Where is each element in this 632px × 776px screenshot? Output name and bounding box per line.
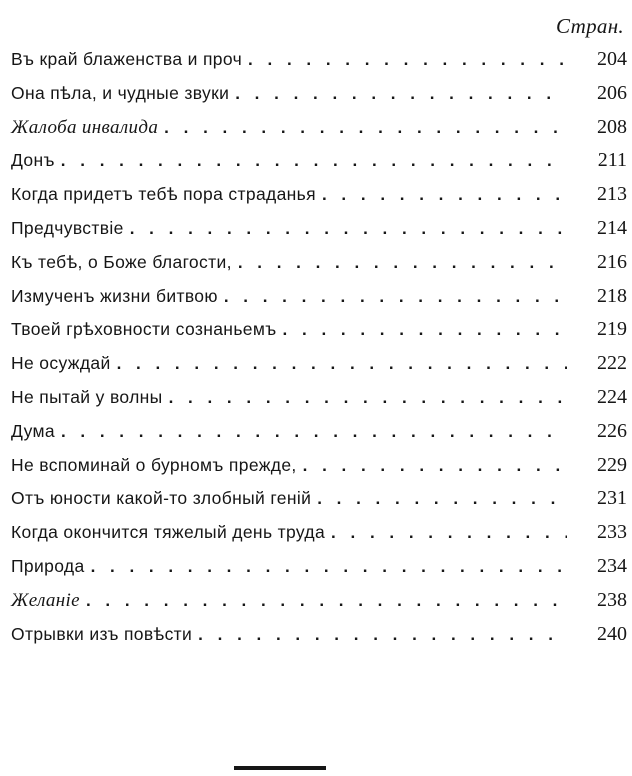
toc-entry-page: 233 [597,521,627,544]
toc-entry[interactable] [11,618,627,652]
dot-leader [303,449,567,483]
toc-entry-page: 234 [597,554,627,577]
toc-entry[interactable] [11,550,627,584]
toc-entry-page: 231 [597,487,627,510]
toc-entry-page: 218 [597,284,627,307]
dot-leader [322,178,567,212]
toc-entry-title: Не осуждай [11,353,111,374]
dot-leader [91,550,567,584]
toc-entry-title: Дума [11,420,55,441]
toc-entry-title: Когда придетъ тебѣ пора страданья [11,184,316,205]
toc-entry-page: 206 [597,81,627,104]
toc-entry[interactable] [11,516,627,550]
toc-entry-page: 216 [597,250,627,273]
dot-leader [283,313,567,347]
toc-entry[interactable] [11,178,627,212]
dot-leader [86,584,567,618]
toc-entry[interactable] [11,43,627,77]
dot-leader [130,212,567,246]
dot-leader [169,381,567,415]
toc-entry-title: Къ тебѣ, о Боже благости, [11,251,232,272]
toc-entry[interactable] [11,212,627,246]
dot-leader [235,77,567,111]
toc-entry-title: Измученъ жизни битвою [11,285,218,306]
toc-entry-page: 211 [597,149,627,172]
toc-entry-title: Твоей грѣховности сознаньемъ [11,319,277,340]
toc-entry-page: 204 [597,48,627,70]
toc-entry-title: Не пытай у волны [11,386,163,407]
page-column-header: Стран. [556,14,624,38]
toc-entry-page: 214 [597,216,627,239]
toc-entry-title: Отрывки изъ повѣсти [11,623,193,644]
toc-entry[interactable] [11,381,627,415]
toc-entry-page: 219 [597,318,627,341]
dot-leader [198,618,567,652]
dot-leader [61,144,567,178]
toc-entry-title: Предчувствіе [11,217,124,238]
toc-entry-page: 240 [597,622,627,645]
toc-entry-title: Она пѣла, и чудные звуки [11,82,230,103]
toc-entry-page: 213 [597,183,627,206]
dot-leader [317,482,567,516]
toc-entry[interactable] [11,77,627,111]
toc-entry[interactable] [11,313,627,347]
dot-leader [238,246,567,280]
toc-entry-title: Донъ [11,150,55,171]
toc-entry-page: 224 [597,385,627,408]
toc-entry[interactable] [11,246,627,280]
toc-entry[interactable] [11,347,627,381]
toc-entry-title: Жалоба инвалида [11,116,159,138]
toc-entry[interactable] [11,482,627,516]
toc-entry-title: Когда окончится тяжелый день труда [11,522,326,543]
toc-entry-title: Природа [11,555,85,576]
toc-entry-page: 222 [597,352,627,375]
toc-entry-page: 238 [597,588,627,611]
dot-leader [224,280,567,314]
toc-entry-page: 208 [597,115,627,138]
dot-leader [331,516,567,550]
dot-leader [248,43,567,77]
table-of-contents [11,43,627,651]
toc-entry[interactable] [11,111,627,145]
toc-entry[interactable] [11,415,627,449]
toc-entry-title: Не вспоминай о бурномъ прежде, [11,454,297,475]
toc-entry[interactable] [11,449,627,483]
dot-leader [61,415,567,449]
toc-entry-page: 229 [597,453,627,476]
toc-entry-title: Желаніе [11,589,80,611]
toc-entry[interactable] [11,144,627,178]
toc-entry[interactable] [11,280,627,314]
toc-entry[interactable] [11,584,627,618]
dot-leader [117,347,567,381]
dot-leader [164,111,567,145]
toc-entry-title: Отъ юности какой-то злобный геній [11,488,312,509]
toc-entry-title: Въ край блаженства и проч [11,49,243,69]
footer-rule [234,766,326,770]
toc-entry-page: 226 [597,419,627,442]
